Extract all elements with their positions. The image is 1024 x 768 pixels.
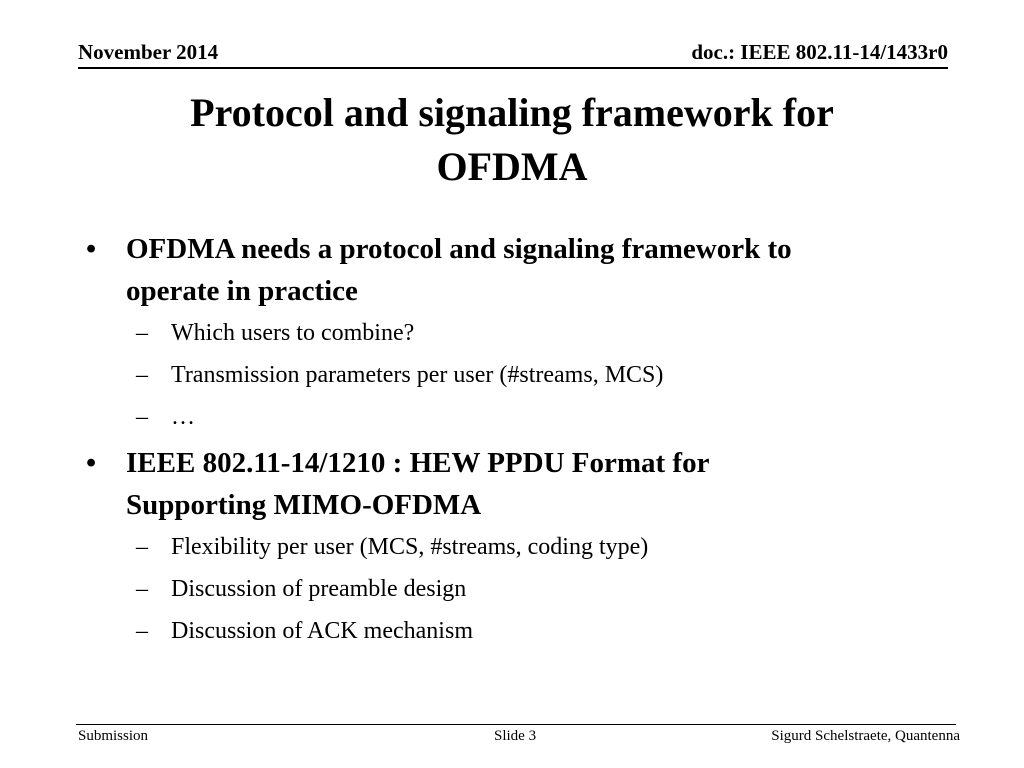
sub-bullet-marker: – bbox=[136, 404, 148, 430]
bullet-text-line-1: IEEE 802.11-14/1210 : HEW PPDU Format for bbox=[126, 447, 710, 479]
header-date: November 2014 bbox=[78, 40, 219, 64]
bullet-marker: • bbox=[86, 233, 97, 265]
sub-bullet-marker: – bbox=[136, 362, 148, 388]
bullet-item bbox=[86, 442, 966, 526]
sub-bullet-item bbox=[86, 396, 966, 438]
title-line-2: OFDMA bbox=[436, 144, 588, 189]
sub-bullet-text: Discussion of ACK mechanism bbox=[171, 618, 473, 644]
sub-bullet-item bbox=[86, 610, 966, 652]
slide-footer bbox=[76, 728, 960, 748]
bullet-text-line-2: Supporting MIMO-OFDMA bbox=[126, 489, 482, 521]
sub-bullet-item bbox=[86, 354, 966, 396]
sub-bullet-list bbox=[86, 312, 966, 438]
sub-bullet-marker: – bbox=[136, 534, 148, 560]
footer-slide-number: Slide 3 bbox=[494, 728, 537, 744]
sub-bullet-list bbox=[86, 526, 966, 652]
slide-header bbox=[78, 40, 948, 68]
header-divider bbox=[78, 67, 948, 69]
sub-bullet-marker: – bbox=[136, 618, 148, 644]
sub-bullet-marker: – bbox=[136, 576, 148, 602]
title-line-1: Protocol and signaling framework for bbox=[190, 90, 834, 135]
footer-divider bbox=[76, 724, 956, 725]
sub-bullet-text: Transmission parameters per user (#streams, MCS) bbox=[171, 362, 664, 388]
footer-author: Sigurd Schelstraete, Quantenna bbox=[771, 728, 960, 744]
bullet-text-line-2: operate in practice bbox=[126, 275, 358, 307]
sub-bullet-text: … bbox=[171, 404, 195, 430]
bullet-marker: • bbox=[86, 447, 97, 479]
slide-body bbox=[86, 228, 966, 656]
sub-bullet-item bbox=[86, 312, 966, 354]
sub-bullet-text: Flexibility per user (MCS, #streams, coding type) bbox=[171, 534, 649, 560]
slide-title bbox=[80, 86, 944, 194]
sub-bullet-text: Which users to combine? bbox=[171, 320, 415, 346]
sub-bullet-marker: – bbox=[136, 320, 148, 346]
bullet-item bbox=[86, 228, 966, 312]
bullet-text-line-1: OFDMA needs a protocol and signaling framework to bbox=[126, 233, 792, 265]
sub-bullet-item bbox=[86, 568, 966, 610]
sub-bullet-item bbox=[86, 526, 966, 568]
header-doc-id: doc.: IEEE 802.11-14/1433r0 bbox=[691, 40, 948, 64]
footer-submission: Submission bbox=[78, 728, 149, 744]
sub-bullet-text: Discussion of preamble design bbox=[171, 576, 467, 602]
